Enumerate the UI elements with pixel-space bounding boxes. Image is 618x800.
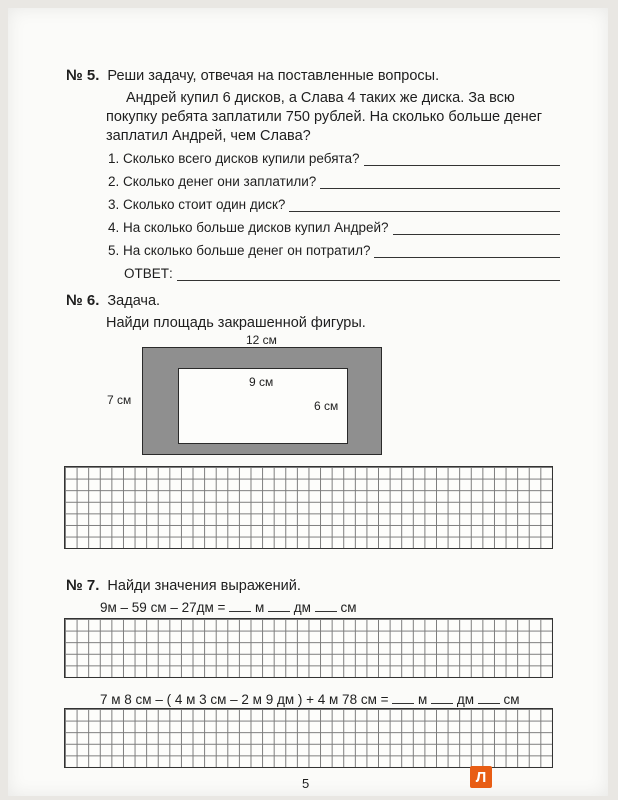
task5-question-1: 1. Сколько всего дисков купили ребята? bbox=[108, 151, 560, 166]
inner-rectangle bbox=[178, 368, 348, 444]
task5-problem-line3: заплатил Андрей, чем Слава? bbox=[106, 128, 311, 144]
task5-number: № 5. bbox=[66, 67, 100, 84]
answer-label: ОТВЕТ: bbox=[124, 266, 173, 281]
blank[interactable] bbox=[392, 691, 414, 704]
workbook-page bbox=[8, 8, 608, 796]
answer-line[interactable] bbox=[177, 268, 560, 281]
task7-header bbox=[66, 577, 301, 594]
answer-line[interactable] bbox=[364, 153, 560, 166]
blank[interactable] bbox=[315, 599, 337, 612]
task5-answer bbox=[124, 266, 560, 281]
shaded-figure bbox=[142, 347, 382, 455]
outer-height-label: 7 см bbox=[107, 393, 132, 407]
task7-title: Найди значения выражений. bbox=[107, 578, 301, 594]
blank[interactable] bbox=[229, 599, 251, 612]
blank[interactable] bbox=[268, 599, 290, 612]
task5-question-2: 2. Сколько денег они заплатили? bbox=[108, 174, 560, 189]
task6-header bbox=[66, 292, 160, 309]
inner-height-label: 6 см bbox=[314, 399, 339, 413]
task6-instruction: Найди площадь закрашенной фигуры. bbox=[106, 315, 366, 331]
answer-line[interactable] bbox=[374, 245, 560, 258]
grid-box-task6[interactable] bbox=[64, 466, 553, 549]
task6-number: № 6. bbox=[66, 292, 100, 309]
task7-number: № 7. bbox=[66, 577, 100, 594]
inner-width-label: 9 см bbox=[249, 375, 274, 389]
publisher-logo-icon: Л bbox=[470, 766, 492, 788]
blank[interactable] bbox=[478, 691, 500, 704]
expression-1: 9м – 59 см – 27дм = м дм см bbox=[100, 600, 357, 615]
outer-width-label: 12 см bbox=[246, 333, 277, 347]
grid-box-expression-2[interactable] bbox=[64, 708, 553, 768]
expression-2: 7 м 8 см – ( 4 м 3 см – 2 м 9 дм ) + 4 м 78 см = м дм см bbox=[100, 692, 520, 707]
task5-header bbox=[66, 67, 439, 84]
task5-problem-line1: Андрей купил 6 дисков, а Слава 4 таких же диска. За всю bbox=[126, 90, 515, 106]
task5-question-4: 4. На сколько больше дисков купил Андрей? bbox=[108, 220, 560, 235]
task5-question-5: 5. На сколько больше денег он потратил? bbox=[108, 243, 560, 258]
page-number: 5 bbox=[302, 776, 310, 791]
task5-title: Реши задачу, отвечая на поставленные вопросы. bbox=[107, 68, 440, 84]
answer-line[interactable] bbox=[289, 199, 560, 212]
answer-line[interactable] bbox=[320, 176, 560, 189]
answer-line[interactable] bbox=[393, 222, 560, 235]
task5-problem-line2: покупку ребята заплатили 750 рублей. На сколько больше денег bbox=[106, 109, 543, 125]
task5-question-3: 3. Сколько стоит один диск? bbox=[108, 197, 560, 212]
task6-title: Задача. bbox=[107, 293, 161, 309]
grid-box-expression-1[interactable] bbox=[64, 618, 553, 678]
blank[interactable] bbox=[431, 691, 453, 704]
